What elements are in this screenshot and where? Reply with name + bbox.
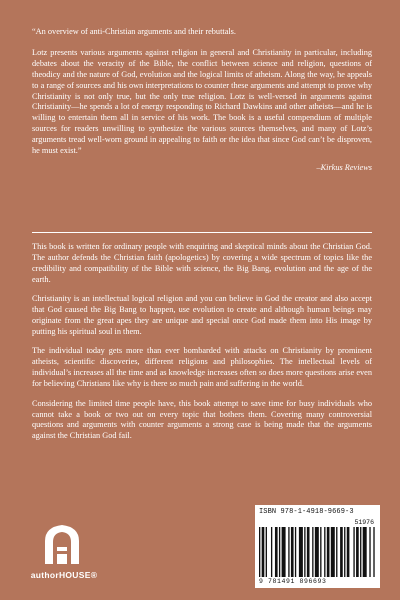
price-code: 51976 bbox=[354, 519, 374, 526]
review-block bbox=[32, 27, 372, 174]
description-paragraph-3: The individual today gets more than ever bombarded with attacks on Christianity by prominent atheists, scientific discoveries, different religions and philosophies. The intellectual levels of individual’s increases all the time and as knowledge increases often so does more questions arise even for believing Christians like why is there so much pain and suffering in the world. bbox=[32, 346, 372, 389]
isbn-text: ISBN 978-1-4918-9669-3 bbox=[259, 508, 354, 516]
description-paragraph-4: Considering the limited time people have, this book attempt to save time for busy individuals who cannot take a book or two out on every topic that bothers them. Covering many controversial questions and arguments with counter arguments a strong case is being made that the arguments against the Christian God fail. bbox=[32, 398, 372, 441]
review-body: Lotz presents various arguments against religion in general and Christianity in particular, including debates about the veracity of the Bible, the conflict between science and religion, questions of theodicy and the nature of God, evolution and the logical limits of atheism. Along the way, he appeals to a range of sources and his own interpretations to counter these arguments and attempt to prove why Christianity is not only true, but the only true religion. Lotz is well-versed in arguments against Christianity—he spends a lot of energy responding to Richard Dawkins and other atheists—and he is willing to entertain them all in service of his work. The book is a useful compendium of multiple sources for readers unwilling to synthesize the various sources themselves, and many of Lotz’s arguments tread well-worn ground in appealing to faith or the idea that since God can’t be disproven, he must exist.” bbox=[32, 47, 372, 156]
arch-a-logo-icon bbox=[42, 523, 82, 565]
barcode-number: 9 781491 896693 bbox=[259, 578, 327, 585]
barcode-box bbox=[255, 505, 380, 588]
publisher-block bbox=[22, 523, 106, 589]
review-headline: “An overview of anti-Christian arguments and their rebuttals. bbox=[32, 27, 236, 36]
description-paragraph-1: This book is written for ordinary people with enquiring and skeptical minds about the Christian God. The author defends the Christian faith (apologetics) by covering a wide spectrum of topics like the credibility and compatibility of the Bible with science, the Big Bang, evolution and the age of the earth. bbox=[32, 242, 372, 284]
review-attribution: –Kirkus Reviews bbox=[316, 162, 372, 172]
publisher-name: authorHOUSE® bbox=[30, 570, 98, 580]
barcode-icon bbox=[259, 527, 376, 577]
book-description bbox=[32, 242, 372, 451]
section-divider bbox=[32, 232, 372, 233]
description-paragraph-2: Christianity is an intellectual logical religion and you can believe in God the creator and also accept that God caused the Big Bang to happen, use evolution to create and although human beings may originate from the great apes they are unique and special once God made them into His image by putting his spiritual soul in them. bbox=[32, 294, 372, 336]
